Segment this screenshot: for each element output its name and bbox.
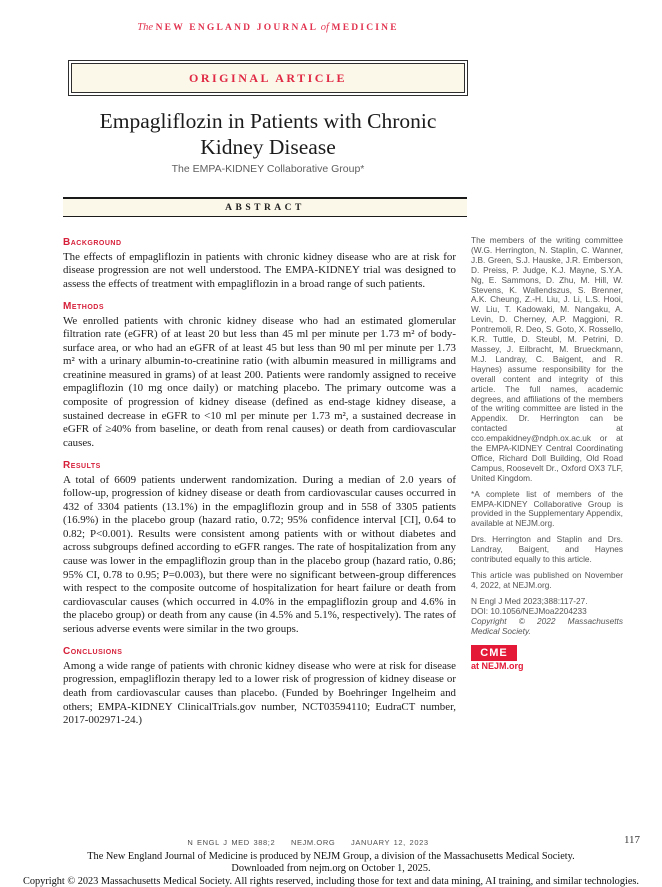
masthead-of: of [320, 22, 329, 33]
section-text-background: The effects of empagliflozin in patients with chronic kidney disease who are at risk for disease progression are not well understood. The EMPA-KIDNEY trial was designed to assess the effects of treatment with empagliflozin in a broad range of such patients. [63, 250, 456, 290]
footer-journal-ref: N ENGL J MED 388;2 [187, 838, 276, 847]
section-text-conclusions: Among a wide range of patients with chronic kidney disease who were at risk for disease progression, empagliflozin therapy led to a lower risk of progression of kidney disease or death from cardiovascular causes than placebo. (Funded by Boehringer Ingelheim and others; EMPA-KIDNEY ClinicalTrials.gov number, NCT03594110; EudraCT number, 2017-002971-24.) [63, 659, 456, 727]
collaborators-note: *A complete list of members of the EMPA-KIDNEY Collaborative Group is provided in the Supplementary Appendix, available at NEJM.org. [471, 488, 623, 529]
abstract-column [63, 236, 456, 728]
doi-line: DOI: 10.1056/NEJMoa2204233 [471, 605, 587, 616]
section-heading-results: Results [63, 460, 101, 472]
article-body [63, 236, 623, 728]
writing-committee-note: The members of the writing committee (W.G. Herrington, N. Staplin, C. Wanner, J.B. Green, S.J. Hauske, J.R. Emberson, D. Preiss, P. Judge, K.J. Mayne, S.Y.A. Ng, E. Sammons, D. Zhu, M. Hill, W. Stevens, K. Wallendszus, S. Brenner, A.K. Cheung, Z.-H. Liu, J. Li, L.S. Hooi, W. Liu, T. Kadowaki, M. Nangaku, A. Levin, D. Cherney, A.P. Maggioni, R. Pontremoli, R. Deo, S. Goto, X. Rossello, K.R. Tuttle, D. Steubl, M. Petrini, D. Massey, J. Eilbracht, M. Brueckmann, M.J. Landray, C. Baigent, and R. Haynes) assume responsibility for the overall content and integrity of this article. The full names, academic degrees, and affiliations of the members of the writing committee are listed in the Appendix. Dr. Herrington can be contacted at cco.empakidney@ndph.ox.ac.uk or at the EMPA-KIDNEY Central Coordinating Office, Richard Doll Building, Old Road Campus, Roosevelt Dr., Oxford OX3 7LF, United Kingdom. [471, 235, 623, 483]
copyright-line: Copyright © 2023 Massachusetts Medical Society. All rights reserved, including those for text and data mining, AI training, and similar technologies. [23, 875, 639, 887]
cme-badge: CME [471, 645, 517, 661]
author-byline: The EMPA-KIDNEY Collaborative Group* [171, 163, 365, 175]
section-heading-background: Background [63, 237, 122, 248]
section-text-methods: We enrolled patients with chronic kidney disease who had an estimated glomerular filtration rate (eGFR) of at least 20 but less than 45 ml per minute per 1.73 m² of body-surface area, or who had an eGFR of at least 45 but less than 90 ml per minute per 1.73 m² with a urinary albumin-to-creatinine ratio (with albumin measured in milligrams and creatinine measured in grams) of at least 200. Patients were randomly assigned to receive empagliflozin (10 mg once daily) or matching placebo. The primary outcome was a composite of progression of kidney disease (defined as end-stage kidney disease, a sustained decrease in eGFR to <10 ml per minute per 1.73 m², a sustained decrease in eGFR of ≥40% from baseline, or death from renal causes) or death from cardiovascular causes. [63, 314, 456, 449]
section-heading-methods: Methods [63, 301, 104, 313]
running-footer [63, 838, 553, 847]
masthead-part2: MEDICINE [331, 23, 399, 33]
journal-masthead [63, 22, 473, 33]
masthead-part1: NEW ENGLAND JOURNAL [155, 23, 319, 33]
author-info-sidebar [471, 236, 623, 728]
copyright-note: Copyright © 2022 Massachusetts Medical Society. [471, 615, 623, 636]
download-notice [0, 851, 662, 887]
journal-citation: N Engl J Med 2023;388:117-27. [471, 595, 588, 606]
page-number: 117 [623, 834, 641, 846]
footer-date: JANUARY 12, 2023 [351, 838, 429, 847]
masthead-the: The [137, 22, 153, 33]
abstract-header: ABSTRACT [63, 197, 467, 217]
cme-link-text: at NEJM.org [471, 661, 524, 672]
publication-date-note: This article was published on November 4, 2022, at NEJM.org. [471, 570, 623, 590]
equal-contribution-note: Drs. Herrington and Staplin and Drs. Landray, Baigent, and Haynes contributed equally to this article. [471, 534, 623, 565]
article-title: Empagliflozin in Patients with Chronic Kidney Disease [99, 109, 437, 160]
produced-by-line: The New England Journal of Medicine is produced by NEJM Group, a division of the Massachusetts Medical Society. [87, 851, 575, 862]
section-text-results: A total of 6609 patients underwent randomization. During a median of 2.0 years of follow-up, progression of kidney disease or death from cardiovascular causes occurred in 432 of 3304 patients (13.1%) in the empagliflozin group and in 558 of 3305 patients (16.9%) in the placebo group (hazard ratio, 0.72; 95% confidence interval [CI], 0.64 to 0.82; P<0.001). Results were consistent among patients with or without diabetes and across subgroups defined according to eGFR ranges. The rate of hospitalization from any cause was lower in the empagliflozin group than in the placebo group (hazard ratio, 0.86; 95% CI, 0.78 to 0.95; P=0.003), but there were no significant between-group differences with respect to the composite outcome of hospitalization for heart failure or death from cardiovascular causes (which occurred in 4.0% in the empagliflozin group and 4.6% in the placebo group) or death from any cause (in 4.5% and 5.1%, respectively). The rates of serious adverse events were similar in the two groups. [63, 473, 456, 635]
article-type-label: ORIGINAL ARTICLE [71, 63, 465, 93]
downloaded-line: Downloaded from nejm.org on October 1, 2025. [231, 863, 431, 875]
article-type-banner [68, 60, 468, 96]
section-heading-conclusions: Conclusions [63, 646, 123, 658]
footer-site: NEJM.ORG [290, 838, 336, 847]
